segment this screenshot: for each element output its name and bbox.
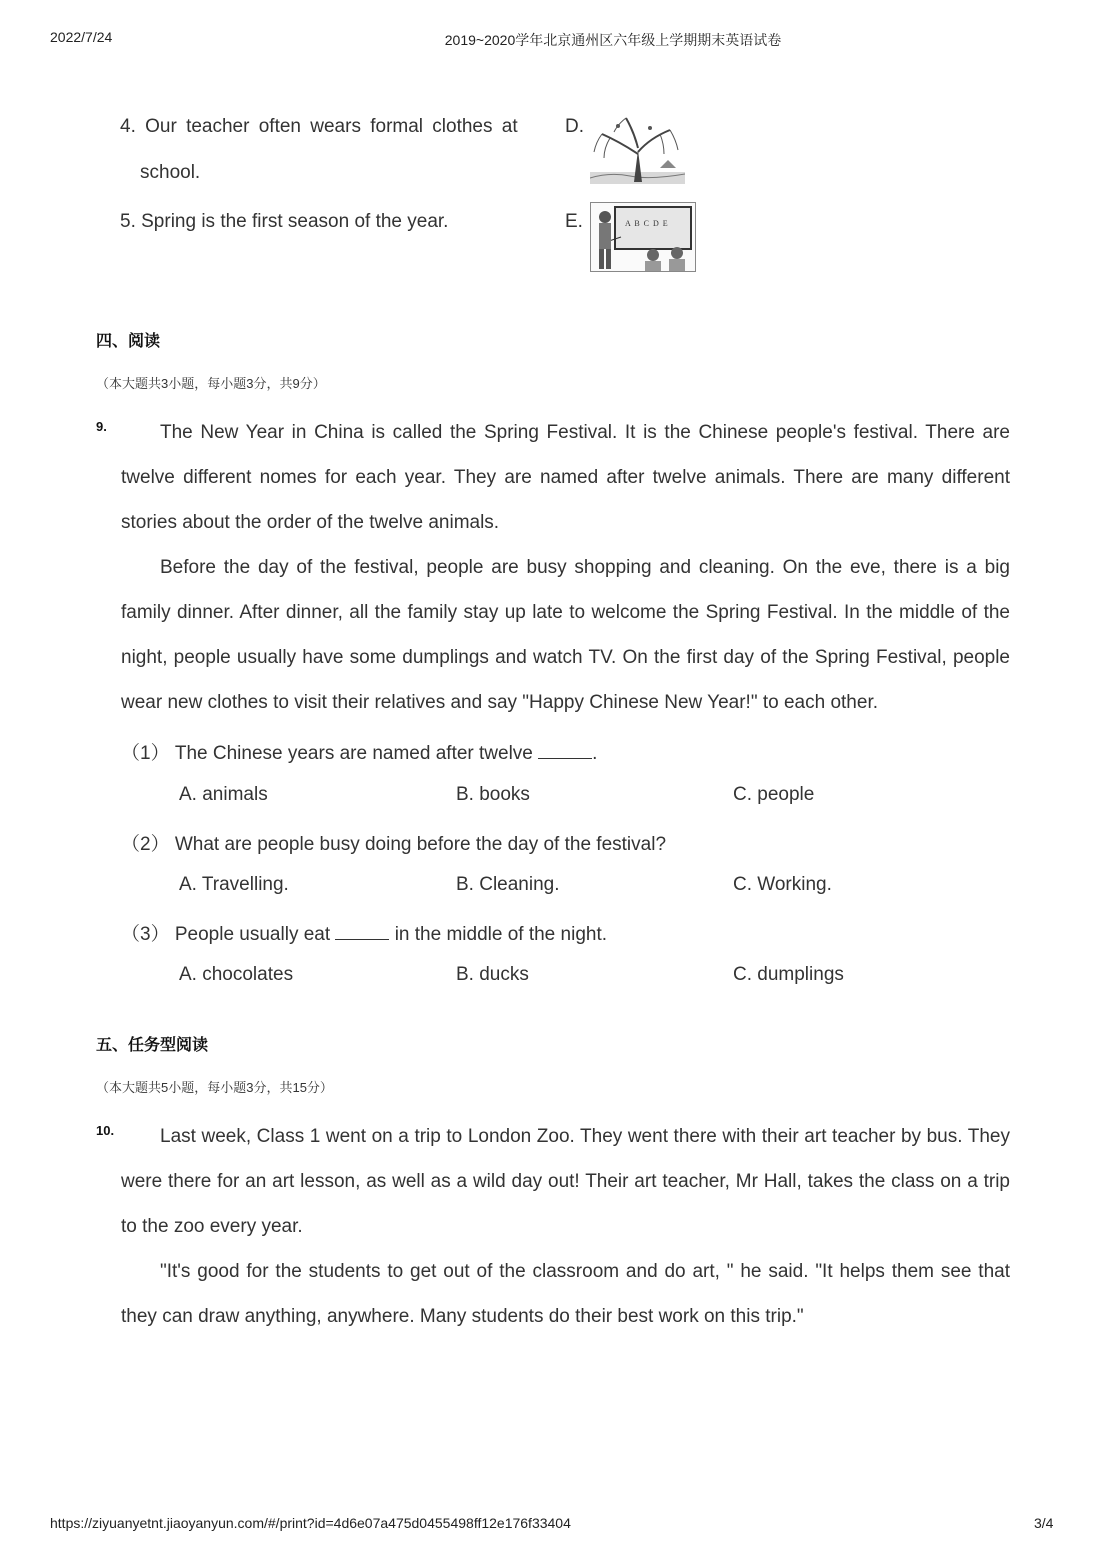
question-9-number: 9. [96, 419, 107, 434]
section-4-paragraph-1: The New Year in China is called the Spring Festival. It is the Chinese people's festival. There are twelve different nomes for each year. They are named after twelve animals. There are many different stories about the order of the twelve animals. [121, 422, 1010, 533]
page-number: 3/4 [1034, 1515, 1054, 1531]
sub-question-3 [121, 919, 607, 946]
sub-question-3-number: （3） [121, 924, 170, 945]
sub-question-1-stem: The Chinese years are named after twelve [174, 743, 533, 764]
sub-question-2-stem: What are people busy doing before the day of the festival? [174, 834, 667, 855]
option-3a: A. chocolates [179, 964, 294, 985]
option-3b: B. ducks [456, 964, 529, 985]
section-5-paragraph-2: "It's good for the students to get out of the classroom and do art, " he said. "It helps them see that they can draw anything, anywhere. Many students do their best work on this trip." [121, 1261, 1010, 1327]
classroom-picture [590, 202, 696, 272]
tree-icon [590, 112, 685, 184]
option-e-label: E. [565, 211, 583, 232]
answer-blank [335, 923, 389, 940]
sub-question-1 [121, 738, 597, 765]
section-4-title: 四、阅读 [96, 333, 161, 350]
option-1b: B. books [456, 784, 530, 805]
matching-item-4-line1: 4. Our teacher often wears formal clothes at [120, 116, 518, 137]
section-5-note: （本大题共5小题，每小题3分，共15分） [96, 1080, 333, 1095]
option-1c: C. people [733, 784, 815, 805]
option-2a: A. Travelling. [179, 874, 289, 895]
option-1a: A. animals [179, 784, 268, 805]
tree-picture [590, 112, 685, 184]
sub-question-2-number: （2） [121, 834, 170, 855]
sub-question-1-number: （1） [121, 743, 170, 764]
sub-question-2 [121, 829, 666, 856]
print-date: 2022/7/24 [50, 29, 113, 45]
option-2b: B. Cleaning. [456, 874, 560, 895]
matching-item-5: 5. Spring is the first season of the year. [120, 211, 449, 232]
question-10-number: 10. [96, 1123, 115, 1138]
section-4-paragraph-2: Before the day of the festival, people are busy shopping and cleaning. On the eve, there is a big family dinner. After dinner, all the family stay up late to welcome the Spring Festival. In the middle of the night, people usually have some dumplings and watch TV. On the first day of the Spring Festival, people wear new clothes to visit their relatives and say "Happy Chinese New Year!" to each other. [121, 557, 1010, 713]
sub-question-3-stem-end: in the middle of the night. [394, 924, 608, 945]
section-5-title: 五、任务型阅读 [96, 1037, 209, 1054]
option-2c: C. Working. [733, 874, 832, 895]
document-title: 2019~2020学年北京通州区六年级上学期期末英语试卷 [444, 32, 782, 48]
teacher-blackboard-icon [591, 203, 695, 271]
sub-question-1-stem-end: . [592, 743, 598, 764]
option-d-label: D. [565, 116, 584, 137]
answer-blank [538, 742, 592, 759]
matching-item-4-line2: school. [140, 162, 201, 183]
sub-question-3-stem: People usually eat [174, 924, 331, 945]
section-5-paragraph-1: Last week, Class 1 went on a trip to London Zoo. They went there with their art teacher by bus. They were there for an art lesson, as well as a wild day out! Their art teacher, Mr Hall, takes the class on a trip to the zoo every year. [121, 1126, 1010, 1237]
footer-url[interactable]: https://ziyuanyetnt.jiaoyanyun.com/#/print?id=4d6e07a475d0455498ff12e176f33404 [50, 1515, 571, 1531]
section-4-note: （本大题共3小题，每小题3分，共9分） [96, 376, 326, 391]
blackboard-letters: A B C D E [625, 219, 669, 228]
option-3c: C. dumplings [733, 964, 844, 985]
